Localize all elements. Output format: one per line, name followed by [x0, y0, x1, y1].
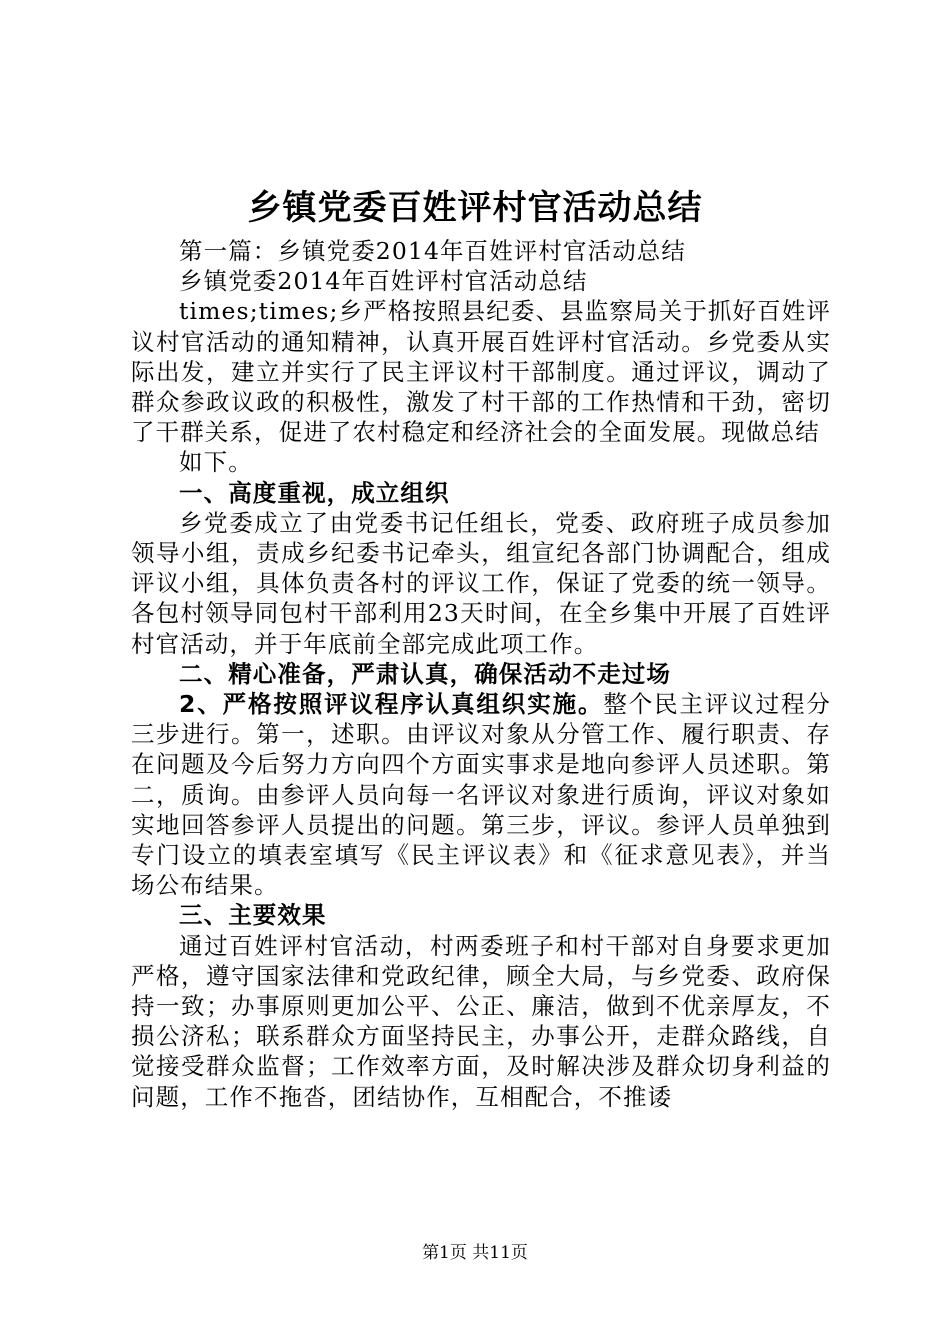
document-title: 乡镇党委百姓评村官活动总结 — [247, 188, 703, 228]
section-2-text: 整个民主评议过程分三步进行。第一，述职。由评议对象从分管工作、履行职责、存在问题及今后努力方向四个方面实事求是地向参评人员述职。第二，质询。由参评人员向每一名评议对象进行质询，评议对象如实地回答参评人员提出的问题。第三步，评议。参评人员单独到专门设立的填表室填写《民主评议表》和《征求意见表》，并当场公布结果。 — [131, 690, 831, 900]
section-2-lead: 2、严格按照评议程序认真组织实施。 — [179, 690, 604, 719]
intro-line-2: 乡镇党委2014年百姓评村官活动总结 — [179, 267, 588, 296]
section-1-heading: 一、高度重视，成立组织 — [179, 478, 450, 507]
section-3-paragraph: 通过百姓评村官活动，村两委班子和村干部对自身要求更加严格，遵守国家法律和党政纪律，顾全大局，与乡党委、政府保持一致；办事原则更加公平、公正、廉洁，做到不优亲厚友，不损公济私；联系群众方面坚持民主，办事公开，走群众路线，自觉接受群众监督；工作效率方面，及时解决涉及群众切身利益的问题，工作不拖沓，团结协作，互相配合，不推诿 — [131, 931, 831, 1111]
intro-line-3: 如下。 — [179, 448, 253, 477]
intro-paragraph: times;times;乡严格按照县纪委、县监察局关于抓好百姓评议村官活动的通知精神，认真开展百姓评村官活动。乡党委从实际出发，建立并实行了民主评议村干部制度。通过评议，调动了群众参政议政的积极性，激发了村干部的工作热情和干劲，密切了干群关系，促进了农村稳定和经济社会的全面发展。现做总结 — [131, 297, 831, 447]
section-1-paragraph: 乡党委成立了由党委书记任组长，党委、政府班子成员参加领导小组，责成乡纪委书记牵头，组宣纪各部门协调配合，组成评议小组，具体负责各村的评议工作，保证了党委的统一领导。各包村领导同包村干部利用23天时间，在全乡集中开展了百姓评村官活动，并于年底前全部完成此项工作。 — [131, 508, 831, 658]
section-3-heading: 三、主要效果 — [179, 901, 327, 930]
document-body — [131, 236, 831, 1112]
section-2-heading: 二、精心准备，严肃认真，确保活动不走过场 — [179, 659, 671, 688]
intro-line-1: 第一篇：乡镇党委2014年百姓评村官活动总结 — [179, 237, 687, 265]
page-number-footer: 第1页 共11页 — [422, 1243, 528, 1263]
section-2-paragraph — [131, 689, 831, 900]
